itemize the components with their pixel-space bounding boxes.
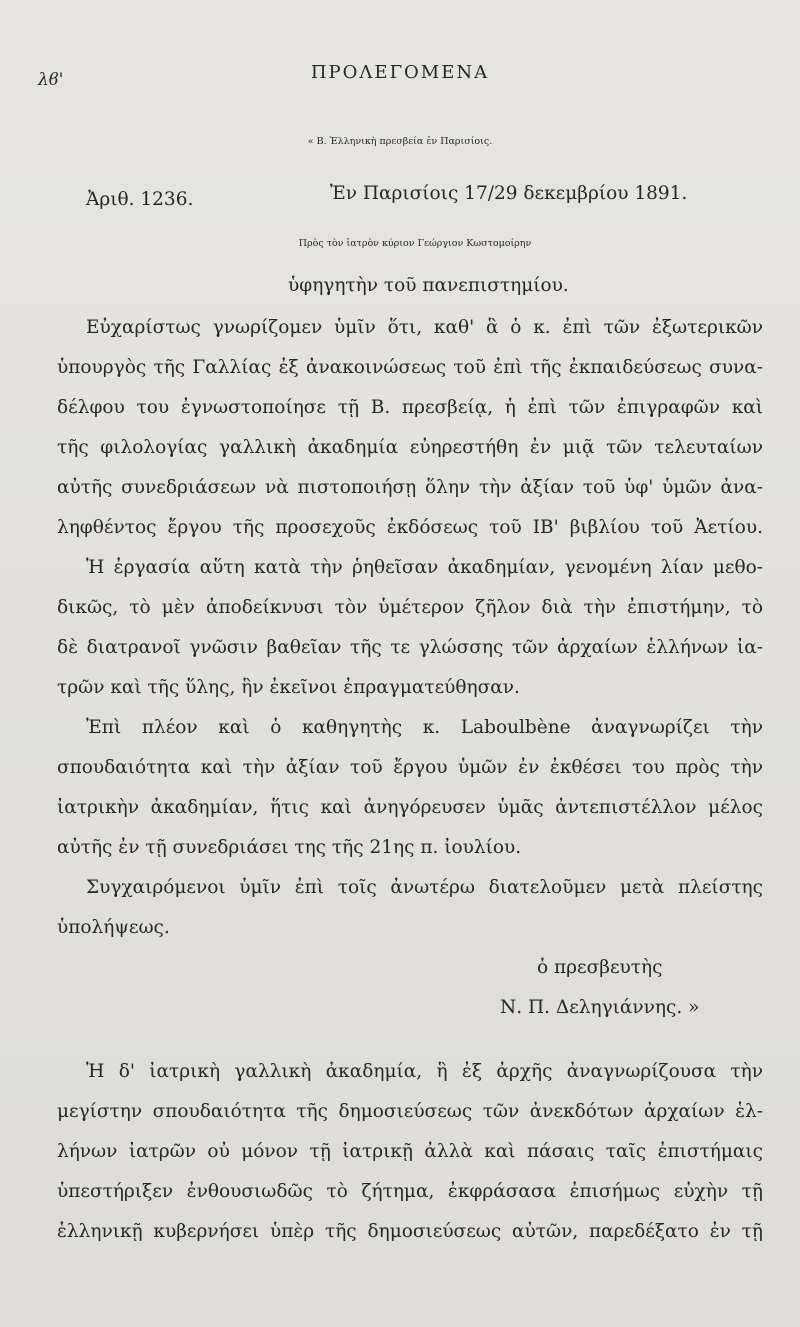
page-number: λϐ' (38, 70, 64, 90)
body-paragraph-line: ἑλληνικῇ κυβερνήσει ὑπὲρ τῆς δημοσιεύσεως αὐτῶν, παρεδέξατο ἐν τῇ (57, 1221, 763, 1242)
letter-paragraph-3-line: Ἐπὶ πλέον καὶ ὁ καθηγητὴς κ. Laboulbène ἀναγνωρίζει τὴν (86, 717, 763, 738)
letter-paragraph-1-line: ληφθέντος ἔργου τῆς προσεχοῦς ἐκδόσεως τοῦ ΙΒ' βιβλίου τοῦ Ἀετίου. (57, 517, 763, 538)
letter-paragraph-1-line: ὑπουργὸς τῆς Γαλλίας ἐξ ἀνακοινώσεως τοῦ ἐπὶ τῆς ἐκπαιδεύσεως συνα- (57, 357, 763, 378)
letter-heading: « Β. Ἑλληνικὴ πρεσβεία ἐν Παρισίοις. (307, 136, 493, 147)
letter-paragraph-3-line: σπουδαιότητα καὶ τὴν ἀξίαν τοῦ ἔργου ὑμῶν ἐν ἐκθέσει του πρὸς τὴν (57, 757, 763, 778)
running-title: ΠΡΟΛΕΓΟΜΕΝΑ (310, 62, 490, 83)
letter-paragraph-3-line: ἰατρικὴν ἀκαδημίαν, ἥτις καὶ ἀνηγόρευσεν ὑμᾶς ἀντεπιστέλλον μέλος (57, 797, 763, 818)
letter-number: Ἀριθ. 1236. (86, 189, 194, 210)
letter-paragraph-4-line: Συγχαιρόμενοι ὑμῖν ἐπὶ τοῖς ἀνωτέρω διατελοῦμεν μετὰ πλείστης (86, 877, 763, 898)
letter-paragraph-2-line: δὲ διατρανοῖ γνῶσιν βαθεῖαν τῆς τε γλώσσης τῶν ἀρχαίων ἑλλήνων ἰα- (57, 637, 763, 658)
letter-date: Ἐν Παρισίοις 17/29 δεκεμβρίου 1891. (330, 183, 688, 204)
body-paragraph-line: ὑπεστήριξεν ἐνθουσιωδῶς τὸ ζήτημα, ἐκφράσασα ἐπισήμως εὐχὴν τῇ (57, 1181, 763, 1202)
addressee-line-1: Πρὸς τὸν ἰατρὸν κύριον Γεώργιον Κωστομοίρην (298, 238, 532, 249)
letter-paragraph-1-line: τῆς φιλολογίας γαλλικὴ ἀκαδημία εὐηρεστήθη ἐν μιᾷ τῶν τελευταίων (57, 437, 763, 458)
letter-paragraph-3-line: αὐτῆς ἐν τῇ συνεδριάσει της τῆς 21ης π. ἰουλίου. (57, 837, 522, 858)
signature-title: ὁ πρεσβευτὴς (537, 957, 663, 978)
letter-paragraph-2-line: τρῶν καὶ τῆς ὕλης, ἣν ἐκεῖνοι ἐπραγματεύθησαν. (57, 677, 520, 698)
body-paragraph-line: Ἡ δ' ἰατρικὴ γαλλικὴ ἀκαδημία, ἣ ἐξ ἀρχῆς ἀναγνωρίζουσα τὴν (86, 1061, 763, 1082)
signature-name: Ν. Π. Δεληγιάννης. » (500, 997, 700, 1018)
addressee-line-2: ὑφηγητὴν τοῦ πανεπιστημίου. (288, 275, 569, 296)
letter-paragraph-1-line: Εὐχαρίστως γνωρίζομεν ὑμῖν ὅτι, καθ' ἃ ὁ κ. ἐπὶ τῶν ἐξωτερικῶν (86, 317, 763, 338)
letter-paragraph-4-line: ὑπολήψεως. (57, 917, 170, 938)
letter-paragraph-2-line: δικῶς, τὸ μὲν ἀποδείκνυσι τὸν ὑμέτερον ζῆλον διὰ τὴν ἐπιστήμην, τὸ (57, 597, 763, 618)
letter-paragraph-1-line: αὐτῆς συνεδριάσεων νὰ πιστοποιήσῃ ὅλην τὴν ἀξίαν τοῦ ὑφ' ὑμῶν ἀνα- (57, 477, 763, 498)
letter-paragraph-1-line: δέλφου του ἐγνωστοποίησε τῇ Β. πρεσβείᾳ, ἡ ἐπὶ τῶν ἐπιγραφῶν καὶ (57, 397, 763, 418)
letter-paragraph-2-line: Ἡ ἐργασία αὕτη κατὰ τὴν ῥηθεῖσαν ἀκαδημίαν, γενομένη λίαν μεθο- (86, 557, 763, 578)
body-paragraph-line: μεγίστην σπουδαιότητα τῆς δημοσιεύσεως τῶν ἀνεκδότων ἀρχαίων ἑλ- (57, 1101, 763, 1122)
body-paragraph-line: λήνων ἰατρῶν οὐ μόνον τῇ ἰατρικῇ ἀλλὰ καὶ πάσαις ταῖς ἐπιστήμαις (57, 1141, 763, 1162)
